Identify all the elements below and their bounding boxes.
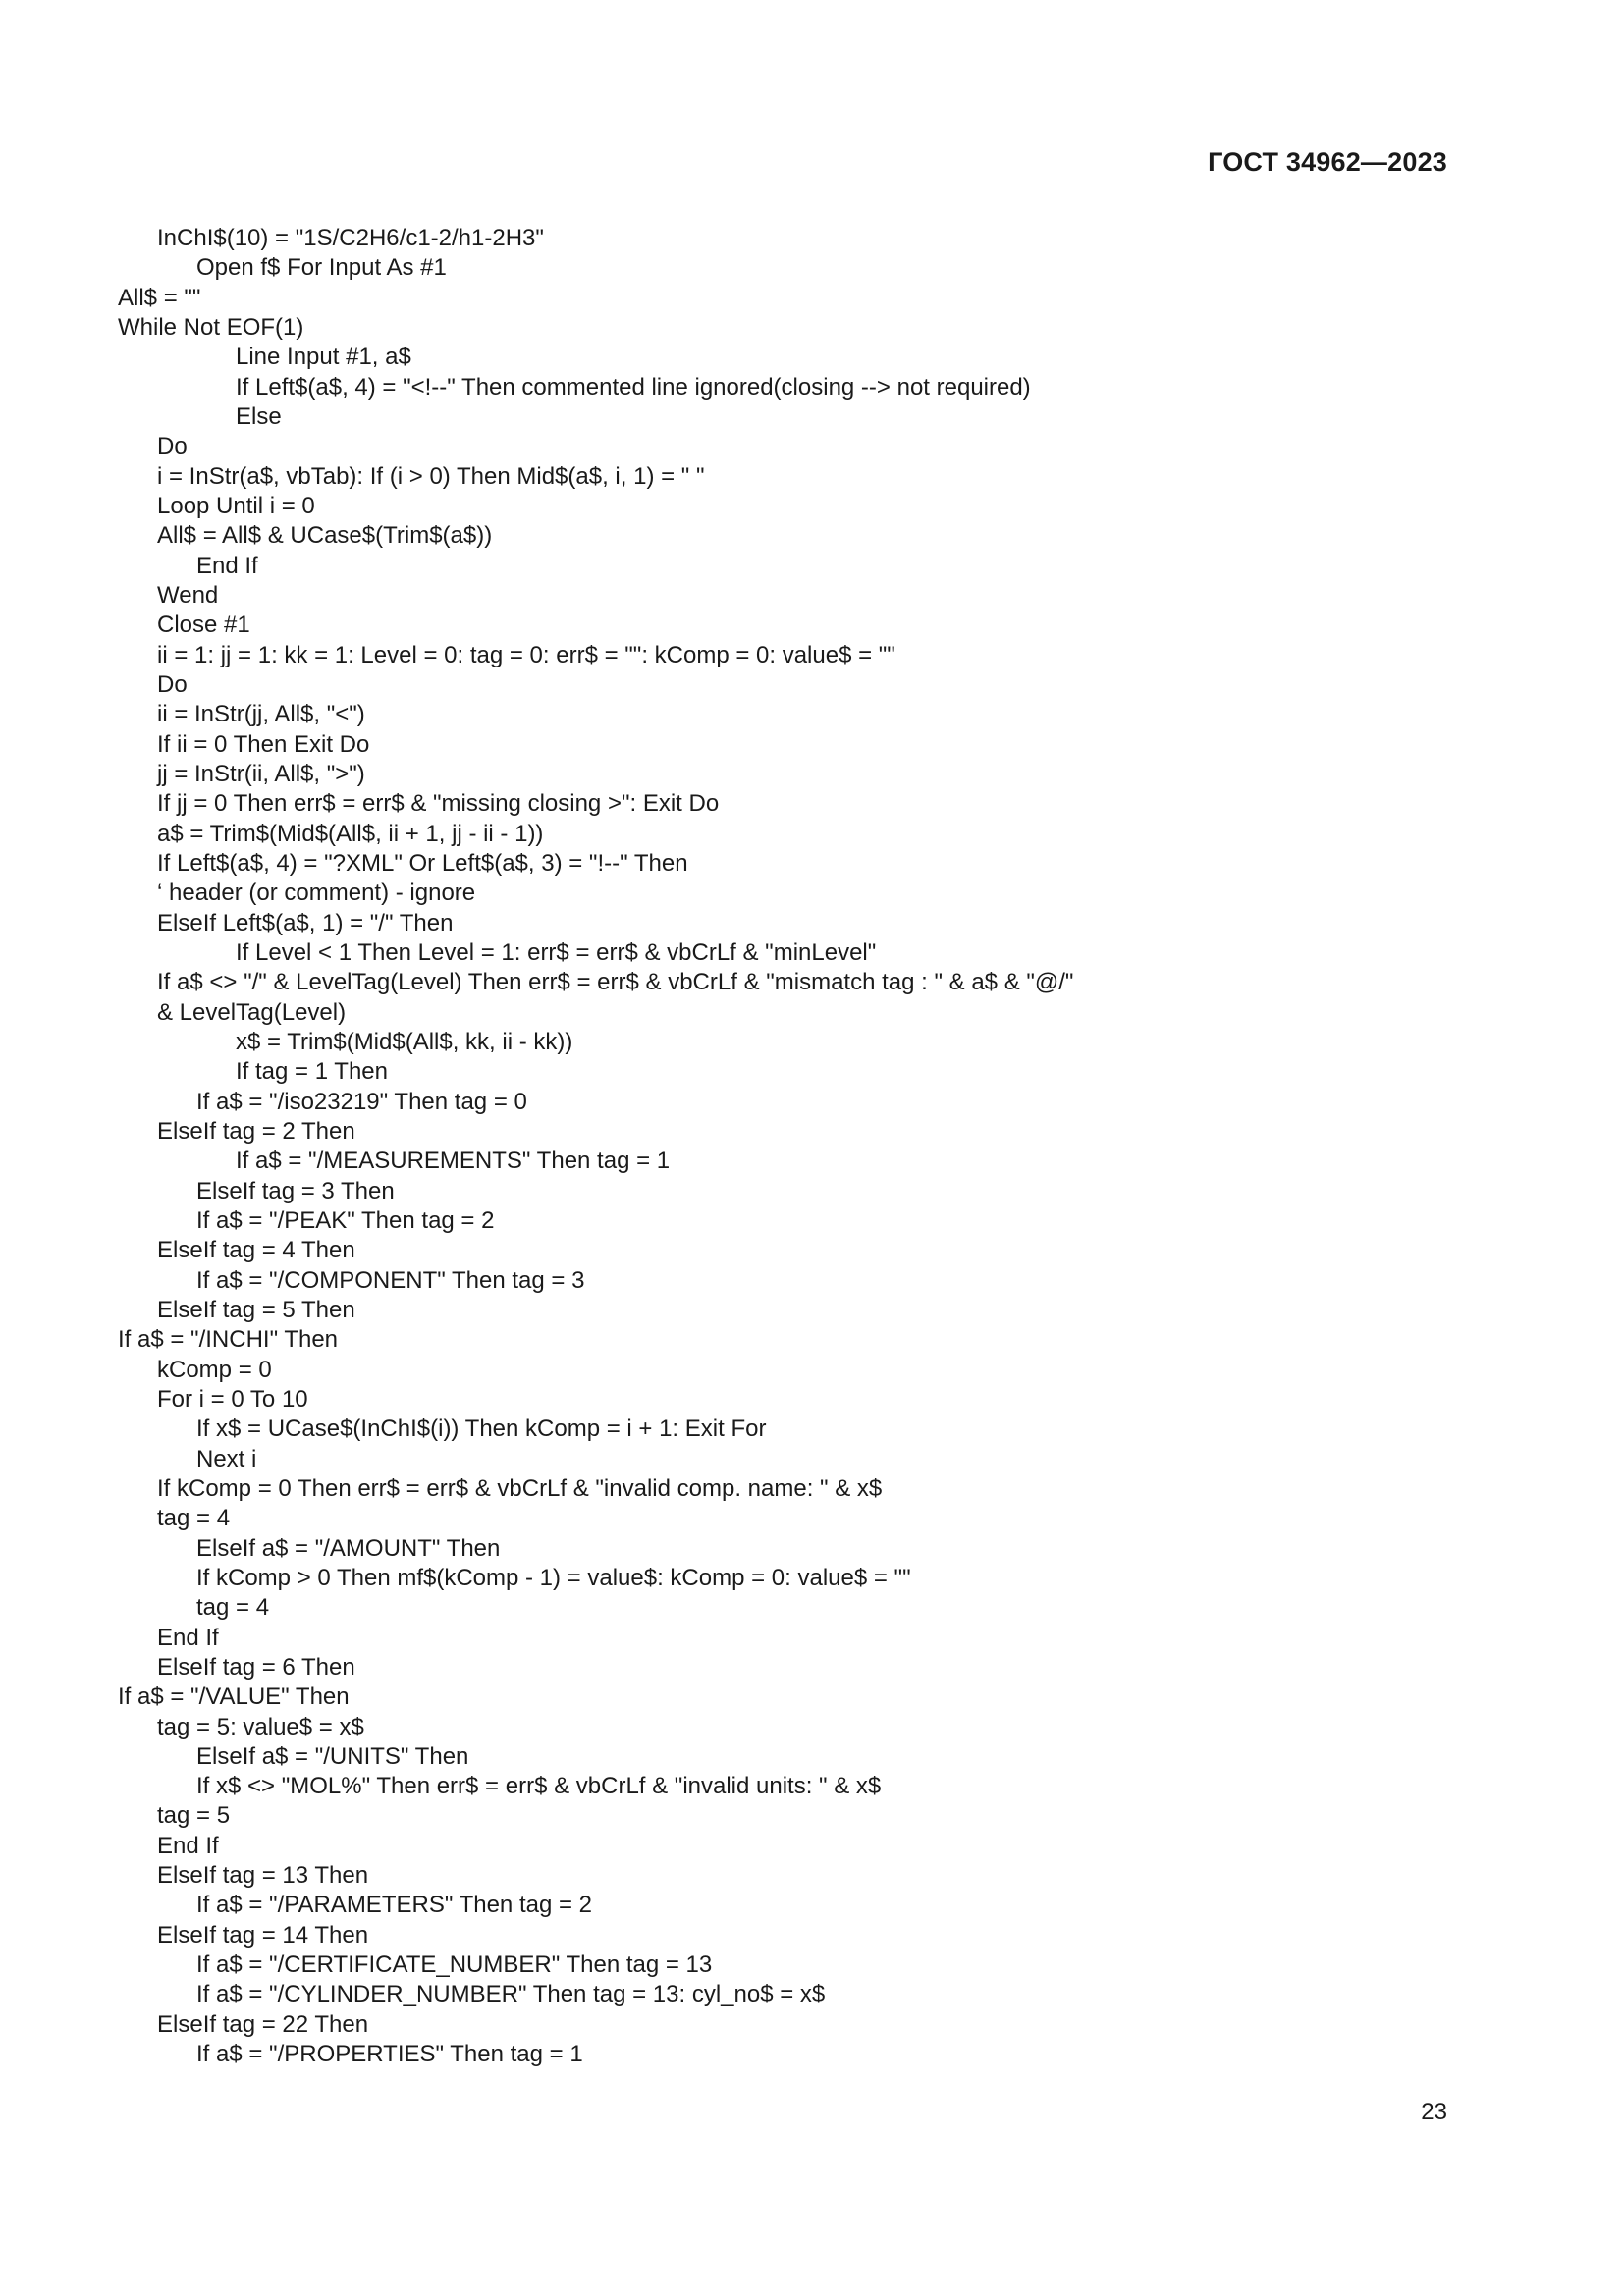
code-line: ElseIf Left$(a$, 1) = "/" Then bbox=[157, 909, 454, 936]
code-line: kComp = 0 bbox=[157, 1356, 272, 1383]
code-line: End If bbox=[157, 1624, 219, 1651]
code-line: If Left$(a$, 4) = "<!--" Then commented line ignored(closing --> not required) bbox=[236, 373, 1031, 400]
code-line: & LevelTag(Level) bbox=[157, 998, 347, 1026]
code-line: End If bbox=[157, 1832, 219, 1859]
code-line: Loop Until i = 0 bbox=[157, 492, 315, 519]
code-line: ‘ header (or comment) - ignore bbox=[157, 880, 476, 907]
code-line: If Level < 1 Then Level = 1: err$ = err$ & vbCrLf & "minLevel" bbox=[236, 938, 877, 966]
code-line: Do bbox=[157, 433, 188, 460]
code-line: i = InStr(a$, vbTab): If (i > 0) Then Mid$(a$, i, 1) = " " bbox=[157, 462, 705, 490]
code-line: ElseIf tag = 13 Then bbox=[157, 1862, 369, 1890]
code-line: ElseIf tag = 5 Then bbox=[157, 1296, 355, 1323]
code-line: All$ = All$ & UCase$(Trim$(a$)) bbox=[157, 522, 493, 550]
code-line: If a$ = "/CYLINDER_NUMBER" Then tag = 13: cyl_no$ = x$ bbox=[196, 1981, 826, 2008]
code-line: For i = 0 To 10 bbox=[157, 1385, 308, 1413]
code-line: Close #1 bbox=[157, 612, 250, 639]
code-line: If a$ = "/CERTIFICATE_NUMBER" Then tag = 13 bbox=[196, 1951, 713, 1979]
code-line: If tag = 1 Then bbox=[236, 1058, 389, 1086]
code-line: Line Input #1, a$ bbox=[236, 344, 411, 371]
code-line: ElseIf tag = 22 Then bbox=[157, 2010, 369, 2038]
code-line: If a$ = "/VALUE" Then bbox=[118, 1683, 350, 1711]
code-line: tag = 4 bbox=[157, 1505, 231, 1532]
code-line: ElseIf a$ = "/AMOUNT" Then bbox=[196, 1534, 501, 1562]
code-line: While Not EOF(1) bbox=[118, 313, 304, 341]
code-line: ElseIf tag = 3 Then bbox=[196, 1177, 395, 1204]
code-line: Wend bbox=[157, 581, 219, 609]
code-line: InChI$(10) = "1S/C2H6/c1-2/h1-2H3" bbox=[157, 225, 544, 251]
code-line: ElseIf a$ = "/UNITS" Then bbox=[196, 1742, 469, 1770]
code-line: x$ = Trim$(Mid$(All$, kk, ii - kk)) bbox=[236, 1028, 573, 1055]
code-line: If a$ = "/PEAK" Then tag = 2 bbox=[196, 1206, 495, 1234]
code-line: End If bbox=[196, 552, 258, 579]
code-line: If a$ = "/iso23219" Then tag = 0 bbox=[196, 1088, 527, 1115]
code-line: Open f$ For Input As #1 bbox=[196, 254, 447, 282]
code-line: Else bbox=[236, 402, 282, 430]
code-line: jj = InStr(ii, All$, ">") bbox=[157, 760, 365, 787]
code-line: If x$ = UCase$(InChI$(i)) Then kComp = i + 1: Exit For bbox=[196, 1415, 767, 1443]
code-line: All$ = "" bbox=[118, 284, 201, 311]
page-number: 23 bbox=[1421, 2099, 1447, 2125]
code-line: tag = 5: value$ = x$ bbox=[157, 1713, 364, 1740]
code-line: If a$ = "/MEASUREMENTS" Then tag = 1 bbox=[236, 1148, 671, 1175]
code-line: ElseIf tag = 2 Then bbox=[157, 1117, 355, 1145]
code-line: ii = InStr(jj, All$, "<") bbox=[157, 701, 365, 728]
code-line: tag = 4 bbox=[196, 1594, 270, 1622]
code-line: If a$ = "/PARAMETERS" Then tag = 2 bbox=[196, 1892, 593, 1919]
code-line: a$ = Trim$(Mid$(All$, ii + 1, jj - ii - 1)) bbox=[157, 820, 544, 847]
code-line: ii = 1: jj = 1: kk = 1: Level = 0: tag = 0: err$ = "": kComp = 0: value$ = "" bbox=[157, 641, 895, 668]
code-line: If Left$(a$, 4) = "?XML" Or Left$(a$, 3) = "!--" Then bbox=[157, 849, 688, 877]
code-line: ElseIf tag = 14 Then bbox=[157, 1921, 369, 1949]
code-line: Do bbox=[157, 670, 188, 698]
code-line: If a$ <> "/" & LevelTag(Level) Then err$ = err$ & vbCrLf & "mismatch tag : " & a$ & "@/" bbox=[157, 969, 1074, 996]
code-line: If ii = 0 Then Exit Do bbox=[157, 730, 370, 758]
code-line: If a$ = "/COMPONENT" Then tag = 3 bbox=[196, 1266, 585, 1294]
code-line: If kComp = 0 Then err$ = err$ & vbCrLf & "invalid comp. name: " & x$ bbox=[157, 1474, 883, 1502]
document-header: ГОСТ 34962—2023 bbox=[1208, 147, 1447, 177]
code-line: ElseIf tag = 4 Then bbox=[157, 1237, 355, 1264]
code-line: If x$ <> "MOL%" Then err$ = err$ & vbCrLf & "invalid units: " & x$ bbox=[196, 1773, 882, 1800]
code-line: ElseIf tag = 6 Then bbox=[157, 1653, 355, 1681]
code-line: If jj = 0 Then err$ = err$ & "missing closing >": Exit Do bbox=[157, 790, 720, 818]
code-line: tag = 5 bbox=[157, 1802, 231, 1830]
code-line: If a$ = "/PROPERTIES" Then tag = 1 bbox=[196, 2041, 583, 2068]
code-line: If kComp > 0 Then mf$(kComp - 1) = value$: kComp = 0: value$ = "" bbox=[196, 1564, 911, 1591]
code-line: If a$ = "/INCHI" Then bbox=[118, 1326, 339, 1354]
code-line: Next i bbox=[196, 1445, 257, 1472]
